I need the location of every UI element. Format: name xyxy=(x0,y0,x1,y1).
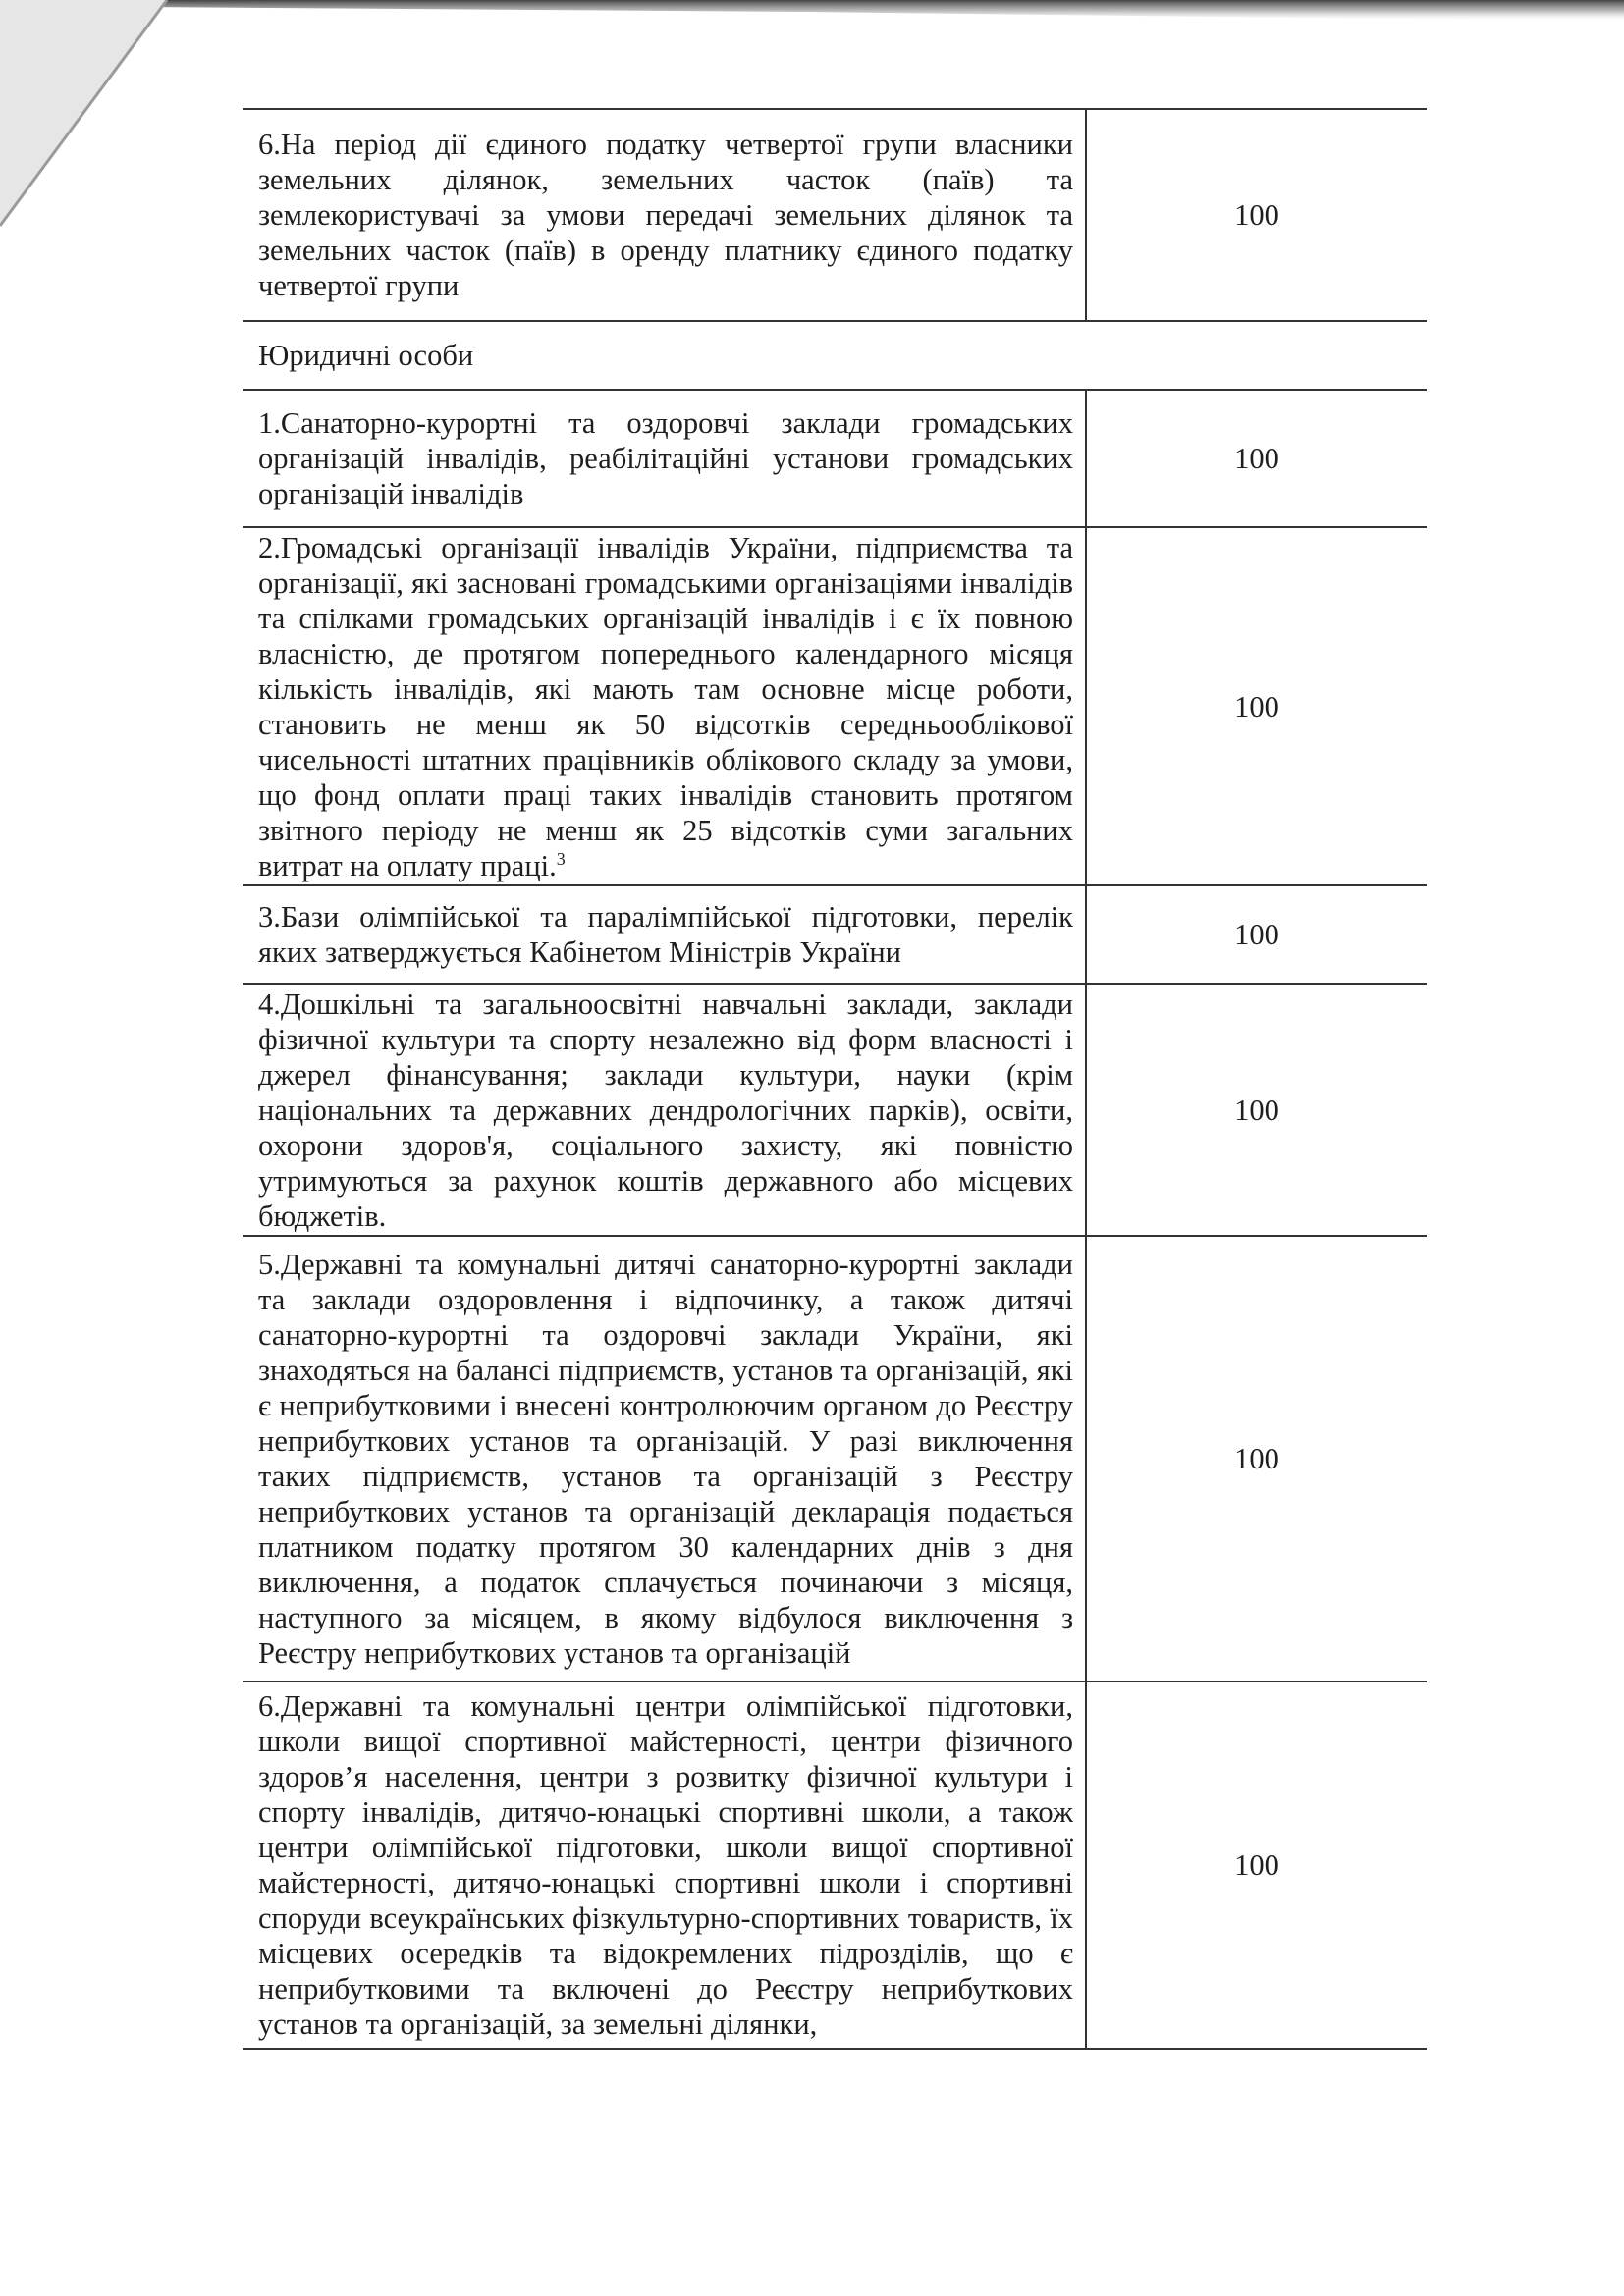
footnote-marker: 3 xyxy=(556,848,566,869)
row-description: 6.Державні та комунальні центри олімпійської підготовки, школи вищої спортивної майстерності, центри фізичного здоров’я населення, центри з розвитку фізичної культури і спорту інвалідів, дитячо-юнацькі спортивні школи, а також центри олімпійської підготовки, школи вищої спортивної майстерності, дитячо-юнацькі спортивні школи і спортивні споруди всеукраїнських фізкультурно-спортивних товариств, їх місцевих осередків та відокремлених підрозділів, що є неприбутковими та включені до Реєстру неприбуткових установ та організацій, за земельні ділянки, xyxy=(243,1682,1086,2049)
table-row xyxy=(243,1682,1427,2049)
table-row xyxy=(243,984,1427,1236)
row-rate: 100 xyxy=(1086,885,1427,984)
row-description: 6.На період дії єдиного податку четвертої групи власники земельних ділянок, земельних часток (паїв) та землекористувачі за умови передачі земельних ділянок та земельних часток (паїв) в оренду платнику єдиного податку четвертої групи xyxy=(243,109,1086,321)
section-header-row xyxy=(243,321,1427,390)
row-rate xyxy=(1086,321,1427,390)
table-row xyxy=(243,885,1427,984)
row-rate: 100 xyxy=(1086,1682,1427,2049)
row-description-text: 2.Громадські організації інвалідів України, підприємства та організації, які засновані громадськими організаціями інвалідів та спілками громадських організацій інвалідів і є їх повною власністю, де протягом попереднього календарного місяця кількість інвалідів, які мають там основне місце роботи, становить не менш як 50 відсотків середньооблікової чисельності штатних працівників облікового складу за умови, що фонд оплати праці таких інвалідів становить протягом звітного періоду не менш як 25 відсотків суми загальних витрат на оплату праці. xyxy=(258,530,1073,882)
row-description: 5.Державні та комунальні дитячі санаторно-курортні заклади та заклади оздоровлення і відпочинку, а також дитячі санаторно-курортні та оздоровчі заклади України, які знаходяться на балансі підприємств, установ та організацій, які є неприбутковими і внесені контролюючим органом до Реєстру неприбуткових установ та організацій. У разі виключення таких підприємств, установ та організацій з Реєстру неприбуткових установ та організацій декларація подається платником податку протягом 30 календарних днів з дня виключення, а податок сплачується починаючи з місяця, наступного за місяцем, в якому відбулося виключення з Реєстру неприбуткових установ та організацій xyxy=(243,1236,1086,1682)
section-title: Юридичні особи xyxy=(243,321,1086,390)
row-rate: 100 xyxy=(1086,984,1427,1236)
tax-benefits-table xyxy=(243,108,1427,2050)
row-description: 3.Бази олімпійської та паралімпійської підготовки, перелік яких затверджується Кабінетом Міністрів України xyxy=(243,885,1086,984)
row-rate: 100 xyxy=(1086,390,1427,527)
row-description xyxy=(243,527,1086,885)
table-row xyxy=(243,1236,1427,1682)
table-row xyxy=(243,527,1427,885)
row-description: 1.Санаторно-курортні та оздоровчі заклади громадських організацій інвалідів, реабілітаційні установи громадських організацій інвалідів xyxy=(243,390,1086,527)
row-rate: 100 xyxy=(1086,527,1427,885)
table-row xyxy=(243,109,1427,321)
row-rate: 100 xyxy=(1086,109,1427,321)
row-rate: 100 xyxy=(1086,1236,1427,1682)
scan-edge-shadow xyxy=(0,0,1624,39)
folded-corner-shadow xyxy=(0,0,216,294)
table-row xyxy=(243,390,1427,527)
row-description: 4.Дошкільні та загальноосвітні навчальні заклади, заклади фізичної культури та спорту незалежно від форм власності і джерел фінансування; заклади культури, науки (крім національних та державних дендрологічних парків), освіти, охорони здоров'я, соціального захисту, які повністю утримуються за рахунок коштів державного або місцевих бюджетів. xyxy=(243,984,1086,1236)
